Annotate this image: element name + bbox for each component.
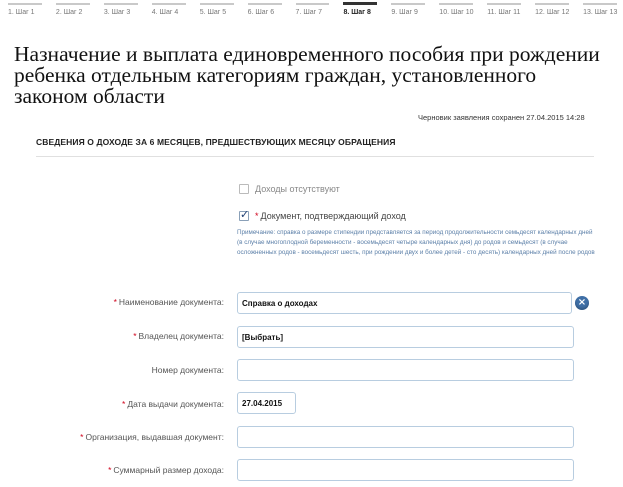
doc-name-label — [114, 297, 224, 307]
doc-number-input[interactable] — [237, 359, 574, 381]
no-income-label[interactable]: Доходы отсутствуют — [255, 184, 340, 194]
clear-doc-name-button[interactable] — [575, 296, 589, 310]
required-mark: * — [133, 331, 137, 341]
step-11[interactable]: 11. Шаг 11 — [479, 0, 527, 22]
document-checkbox[interactable] — [239, 211, 249, 221]
owner-select[interactable]: [Выбрать] — [237, 326, 574, 348]
close-circle-icon: × — [577, 297, 587, 308]
step-2[interactable]: 2. Шаг 2 — [48, 0, 96, 22]
required-mark: * — [255, 211, 259, 221]
doc-number-label — [152, 365, 224, 375]
required-mark: * — [113, 297, 117, 307]
step-8[interactable]: 8. Шаг 8 — [335, 0, 383, 22]
issuer-label-text: Организация, выдавшая документ: — [85, 432, 224, 442]
required-mark: * — [122, 399, 126, 409]
step-4[interactable]: 4. Шаг 4 — [144, 0, 192, 22]
page-title: Назначение и выплата единовременного пособия при рождении ребенка отдельным категориям граждан, установленного законом области — [14, 42, 600, 108]
issuer-input[interactable] — [237, 426, 574, 448]
issue-date-label — [122, 399, 224, 409]
step-6[interactable]: 6. Шаг 6 — [240, 0, 288, 22]
step-9[interactable]: 9. Шаг 9 — [383, 0, 431, 22]
total-income-input[interactable] — [237, 459, 574, 481]
section-divider — [36, 156, 594, 157]
doc-number-label-text: Номер документа: — [151, 365, 224, 375]
no-income-checkbox[interactable] — [239, 184, 249, 194]
issue-date-input[interactable]: 27.04.2015 — [237, 392, 296, 414]
step-12[interactable]: 12. Шаг 12 — [527, 0, 575, 22]
step-7[interactable]: 7. Шаг 7 — [288, 0, 336, 22]
doc-name-label-text: Наименование документа: — [118, 297, 224, 307]
step-5[interactable]: 5. Шаг 5 — [192, 0, 240, 22]
total-income-label — [108, 465, 224, 475]
section-title: СВЕДЕНИЯ О ДОХОДЕ ЗА 6 МЕСЯЦЕВ, ПРЕДШЕСТВУЮЩИХ МЕСЯЦУ ОБРАЩЕНИЯ — [36, 137, 396, 147]
issue-date-label-text: Дата выдачи документа: — [127, 399, 224, 409]
step-13[interactable]: 13. Шаг 13 — [575, 0, 623, 22]
document-label[interactable] — [255, 211, 406, 221]
doc-name-select[interactable]: Справка о доходах — [237, 292, 572, 314]
document-label-text: Документ, подтверждающий доход — [260, 211, 406, 221]
owner-label-text: Владелец документа: — [138, 331, 224, 341]
draft-saved-status: Черновик заявления сохранен 27.04.2015 14:28 — [418, 113, 585, 122]
step-3[interactable]: 3. Шаг 3 — [96, 0, 144, 22]
total-income-label-text: Суммарный размер дохода: — [113, 465, 224, 475]
required-mark: * — [108, 465, 112, 475]
issuer-label — [80, 432, 224, 442]
required-mark: * — [80, 432, 84, 442]
income-note: Примечание: справка о размере стипендии представляется за период продолжительности семьдесят календарных дней (в случае многоплодной беременности - восемьдесят четыре календарных дня) до родов и семьдесят (в случае осложненных родов - восемьдесят шесть, при рождении двух и более детей - сто десять) календарных дней после родов — [237, 229, 595, 257]
step-bar — [0, 0, 623, 22]
step-10[interactable]: 10. Шаг 10 — [431, 0, 479, 22]
step-1[interactable]: 1. Шаг 1 — [0, 0, 48, 22]
owner-label — [133, 331, 224, 341]
